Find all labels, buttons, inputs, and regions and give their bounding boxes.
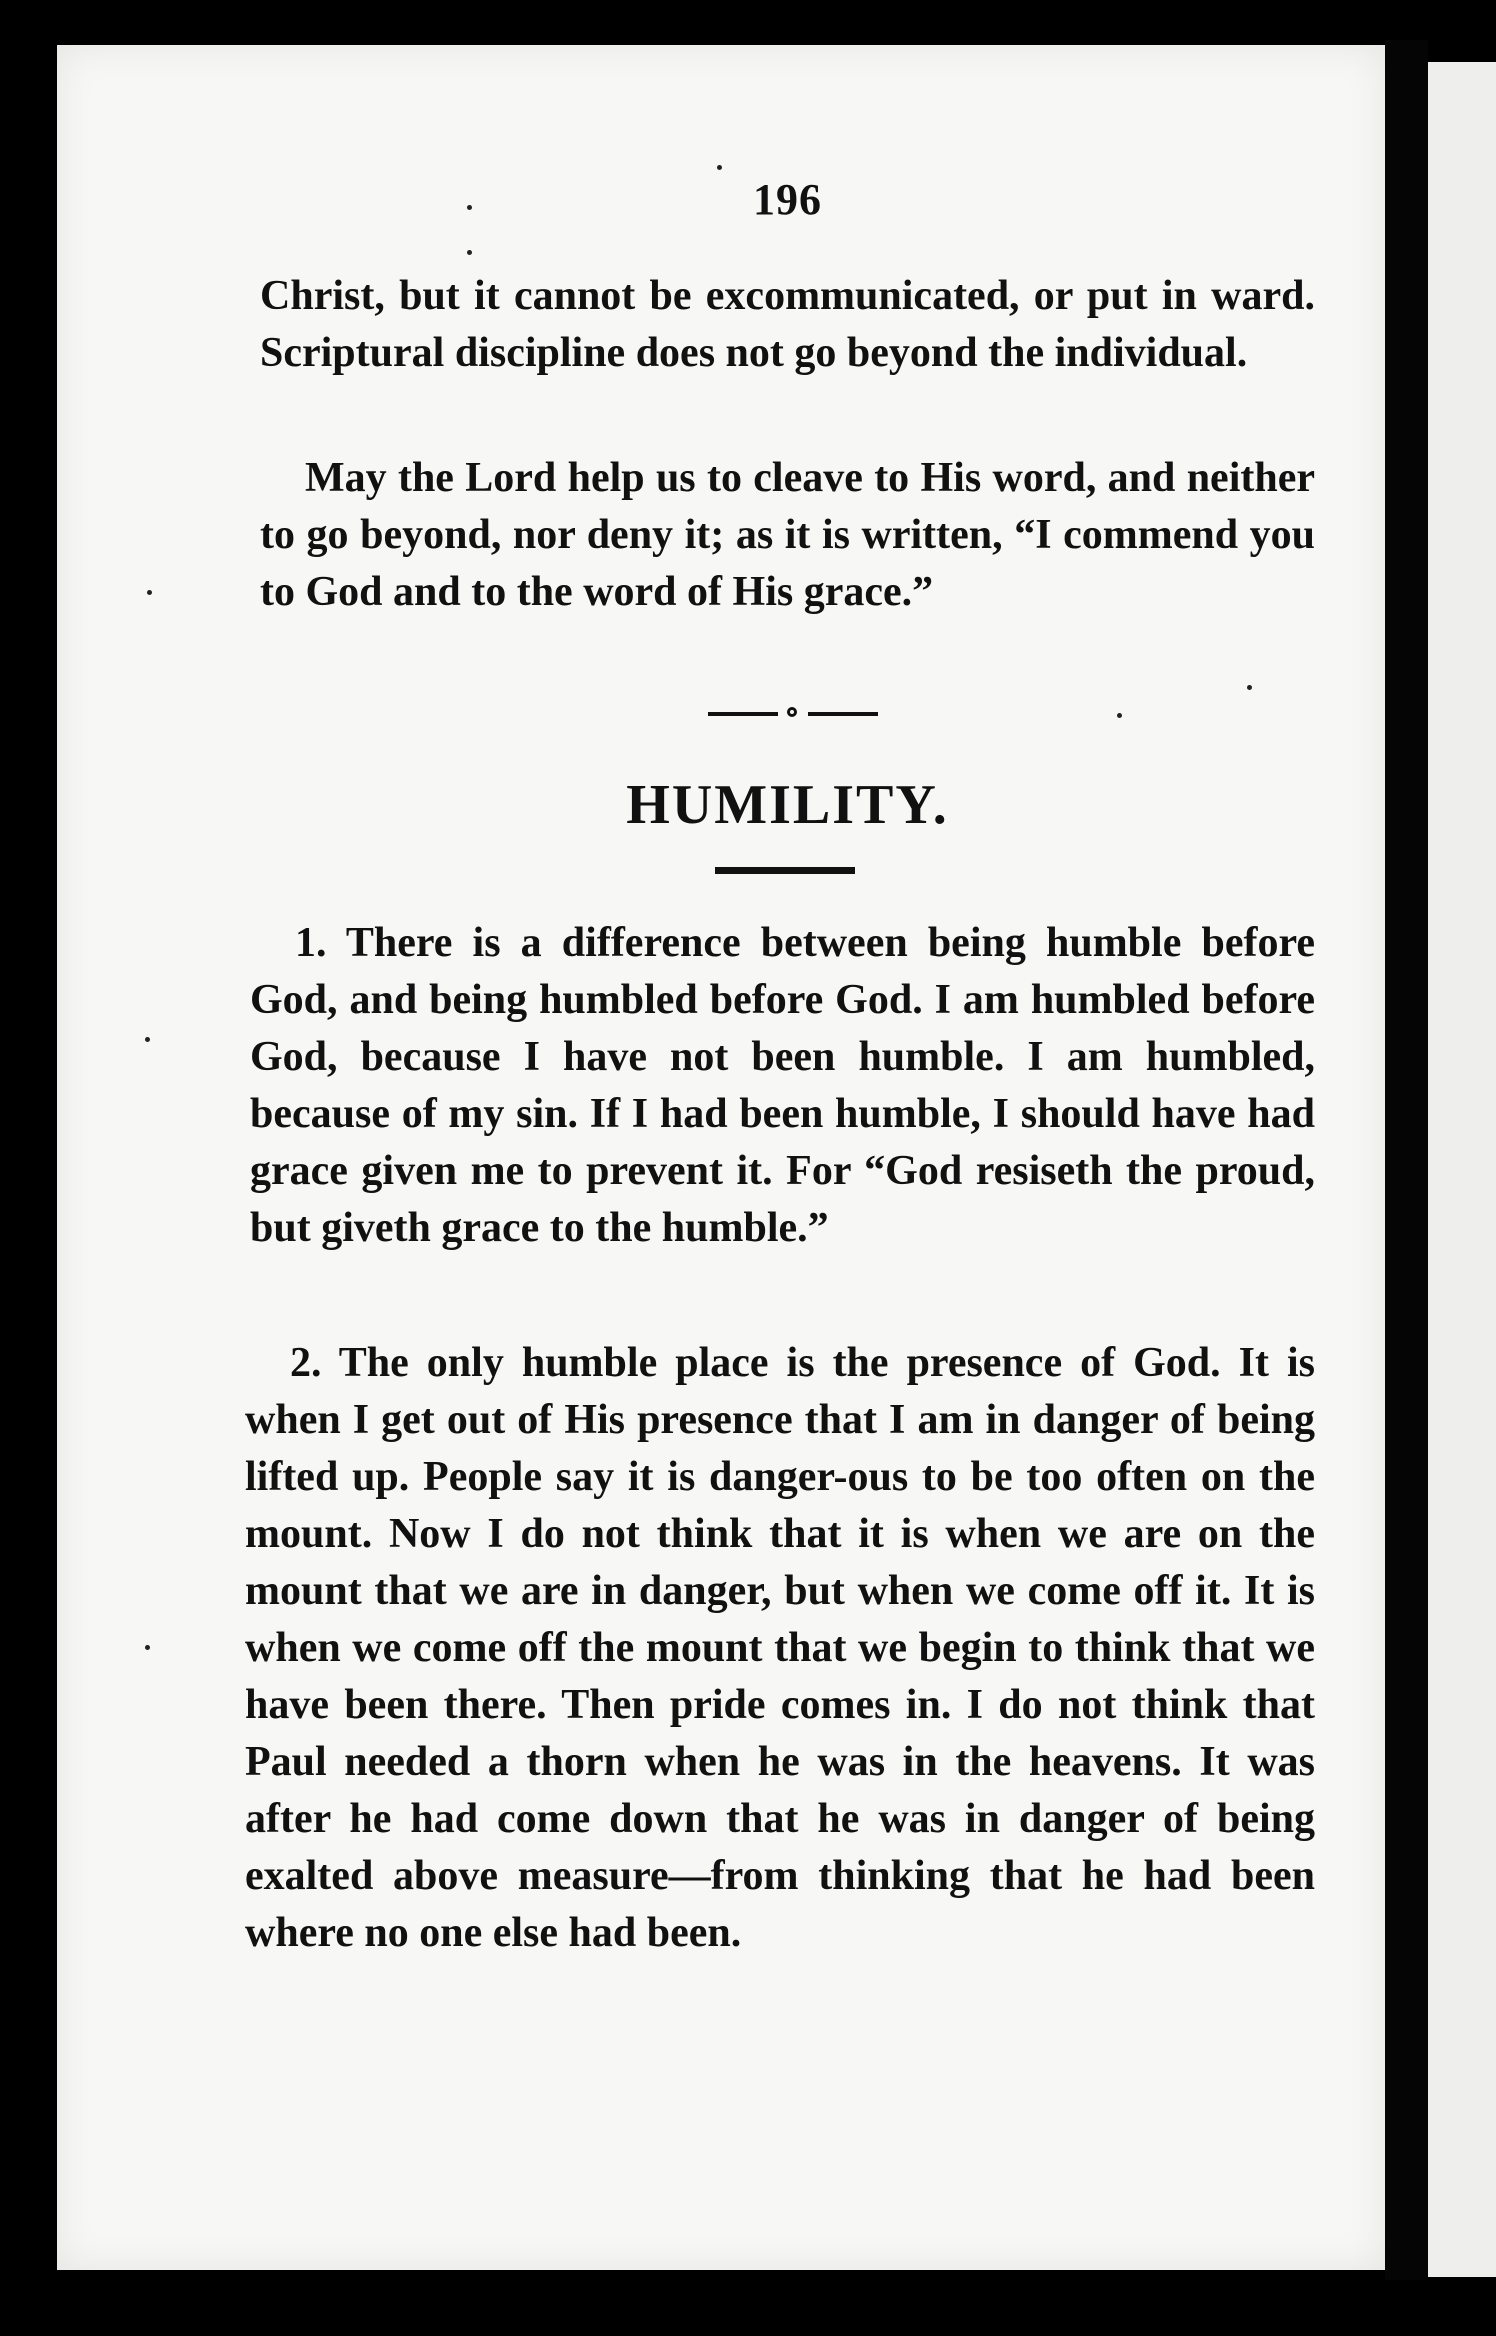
section-title: HUMILITY. — [626, 774, 949, 836]
paragraph-text: There is a difference between being humble before God, and being humbled before God. I am humbled before God, because I have not been humble. I am humbled, because of my sin. If I had been humble, I should have had grace given me to prevent it. For “God resiseth the proud, but giveth grace to the humble.” — [250, 920, 1315, 1251]
separator-line-right — [808, 712, 878, 716]
separator-dot — [787, 707, 797, 717]
gutter-shadow — [1385, 40, 1428, 2280]
print-speck — [467, 250, 472, 255]
paragraph-continuation: Christ, but it cannot be excommunicated, or put in ward. Scriptural discipline does not go beyond the individual. — [260, 273, 1315, 376]
numbered-paragraph-2 — [245, 1335, 1315, 1962]
paragraph-text: The only humble place is the presence of God. It is when I get out of His presence that I am in danger of being lifted up. People say it is danger-ous to be too often on the mount. Now I do not think that it is when we are on the mount that we are in danger, but when we come off it. It is when we come off the mount that we begin to think that we have been there. Then pride comes in. I do not think that Paul needed a thorn when he was in the heavens. It was after he had come down that he was in danger of being exalted above measure—from thinking that he had been where no one else had been. — [245, 1340, 1316, 1956]
print-speck — [145, 1037, 150, 1042]
print-speck — [1117, 713, 1122, 718]
page-number: 196 — [753, 175, 822, 224]
facing-page-edge — [1428, 62, 1496, 2277]
print-speck — [1247, 685, 1252, 690]
title-underline-rule — [715, 867, 855, 874]
paragraph-number: 1. — [295, 920, 327, 966]
print-speck — [147, 590, 152, 595]
paragraph-number: 2. — [290, 1340, 322, 1386]
numbered-paragraph-1 — [250, 915, 1315, 1257]
print-speck — [145, 1645, 150, 1650]
paragraph-prayer: May the Lord help us to cleave to His word, and neither to go beyond, nor deny it; as it is written, “I commend you to God and to the word of His grace.” — [260, 455, 1315, 615]
book-page — [57, 45, 1385, 2270]
separator-line-left — [708, 712, 778, 716]
